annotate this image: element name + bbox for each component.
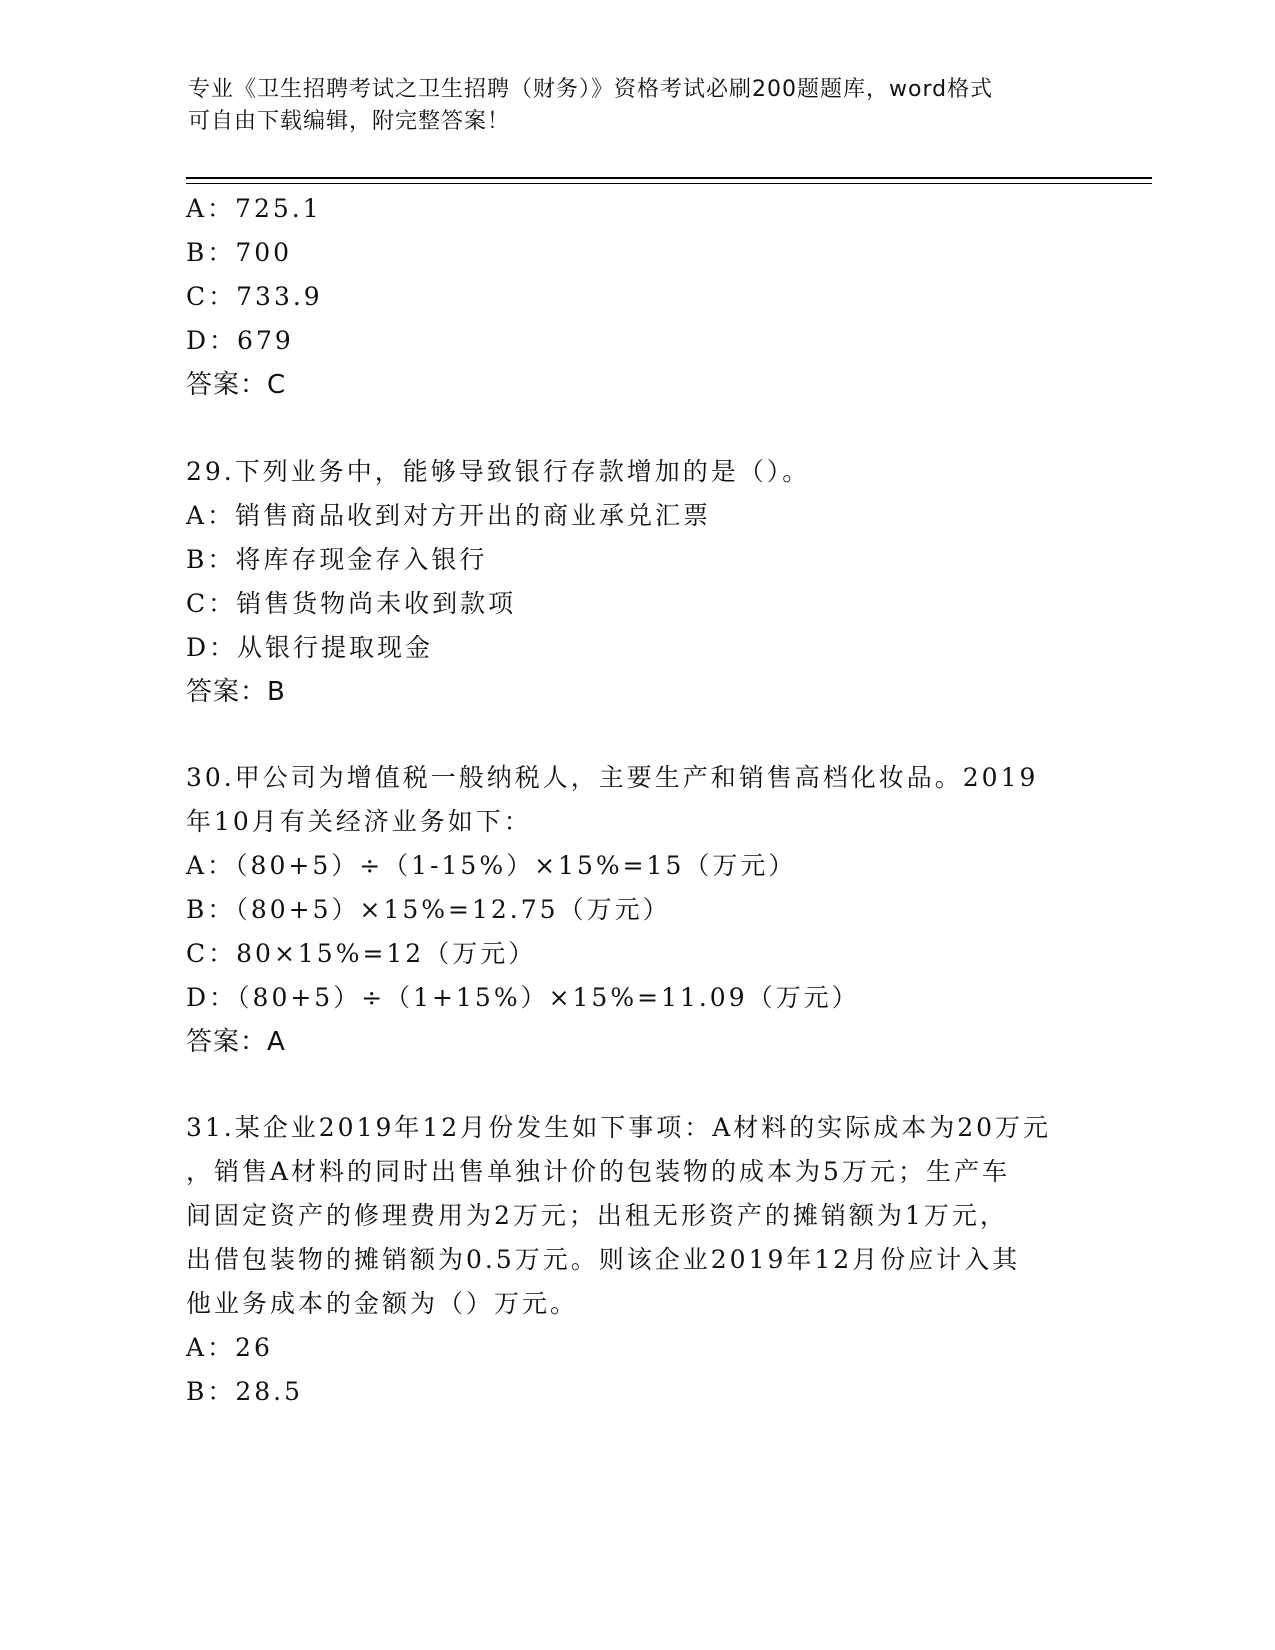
q29-option-c: C：销售货物尚未收到款项 xyxy=(186,589,517,618)
q31-stem-line-3: 间固定资产的修理费用为2万元；出租无形资产的摊销额为1万元， xyxy=(186,1201,1008,1230)
q28-answer: 答案：C xyxy=(186,370,287,400)
q30-option-c: C：80×15%=12（万元） xyxy=(186,939,537,968)
header-title-line-1: 专业《卫生招聘考试之卫生招聘（财务）》资格考试必刷200题题库，word格式 xyxy=(188,77,994,102)
q29-option-a: A：销售商品收到对方开出的商业承兑汇票 xyxy=(186,501,712,530)
q31-stem-line-1: 31.某企业2019年12月份发生如下事项：A材料的实际成本为20万元 xyxy=(186,1113,1052,1142)
q31-option-a: A：26 xyxy=(186,1333,273,1362)
q31-stem-line-2: ，销售A材料的同时出售单独计价的包装物的成本为5万元；生产车 xyxy=(186,1157,1010,1186)
q28-option-d: D：679 xyxy=(186,326,294,355)
q31-stem-line-5: 他业务成本的金额为（）万元。 xyxy=(186,1289,579,1318)
header-title-line-2: 可自由下载编辑，附完整答案！ xyxy=(188,109,511,134)
header-divider-thick xyxy=(186,177,1152,179)
q30-option-d: D：（80+5）÷（1+15%）×15%=11.09（万元） xyxy=(186,983,860,1012)
q28-option-c: C：733.9 xyxy=(186,282,323,311)
q30-stem-line-2: 年10月有关经济业务如下： xyxy=(186,807,532,836)
q29-stem: 29.下列业务中，能够导致银行存款增加的是（）。 xyxy=(186,457,811,486)
q30-option-b: B：（80+5）×15%=12.75（万元） xyxy=(186,895,671,924)
q30-option-a: A：（80+5）÷（1-15%）×15%=15（万元） xyxy=(186,851,797,880)
q29-option-d: D：从银行提取现金 xyxy=(186,633,434,662)
q30-stem-line-1: 30.甲公司为增值税一般纳税人，主要生产和销售高档化妆品。2019 xyxy=(186,763,1039,792)
q29-option-b: B：将库存现金存入银行 xyxy=(186,545,488,574)
q31-option-b: B：28.5 xyxy=(186,1377,304,1406)
q28-option-a: A：725.1 xyxy=(186,194,322,223)
q28-option-b: B：700 xyxy=(186,238,293,267)
q31-stem-line-4: 出借包装物的摊销额为0.5万元。则该企业2019年12月份应计入其 xyxy=(186,1245,1021,1274)
header-divider-thin xyxy=(186,183,1152,184)
document-header xyxy=(188,74,1088,138)
q30-answer: 答案：A xyxy=(186,1027,286,1057)
q29-answer: 答案：B xyxy=(186,677,286,707)
